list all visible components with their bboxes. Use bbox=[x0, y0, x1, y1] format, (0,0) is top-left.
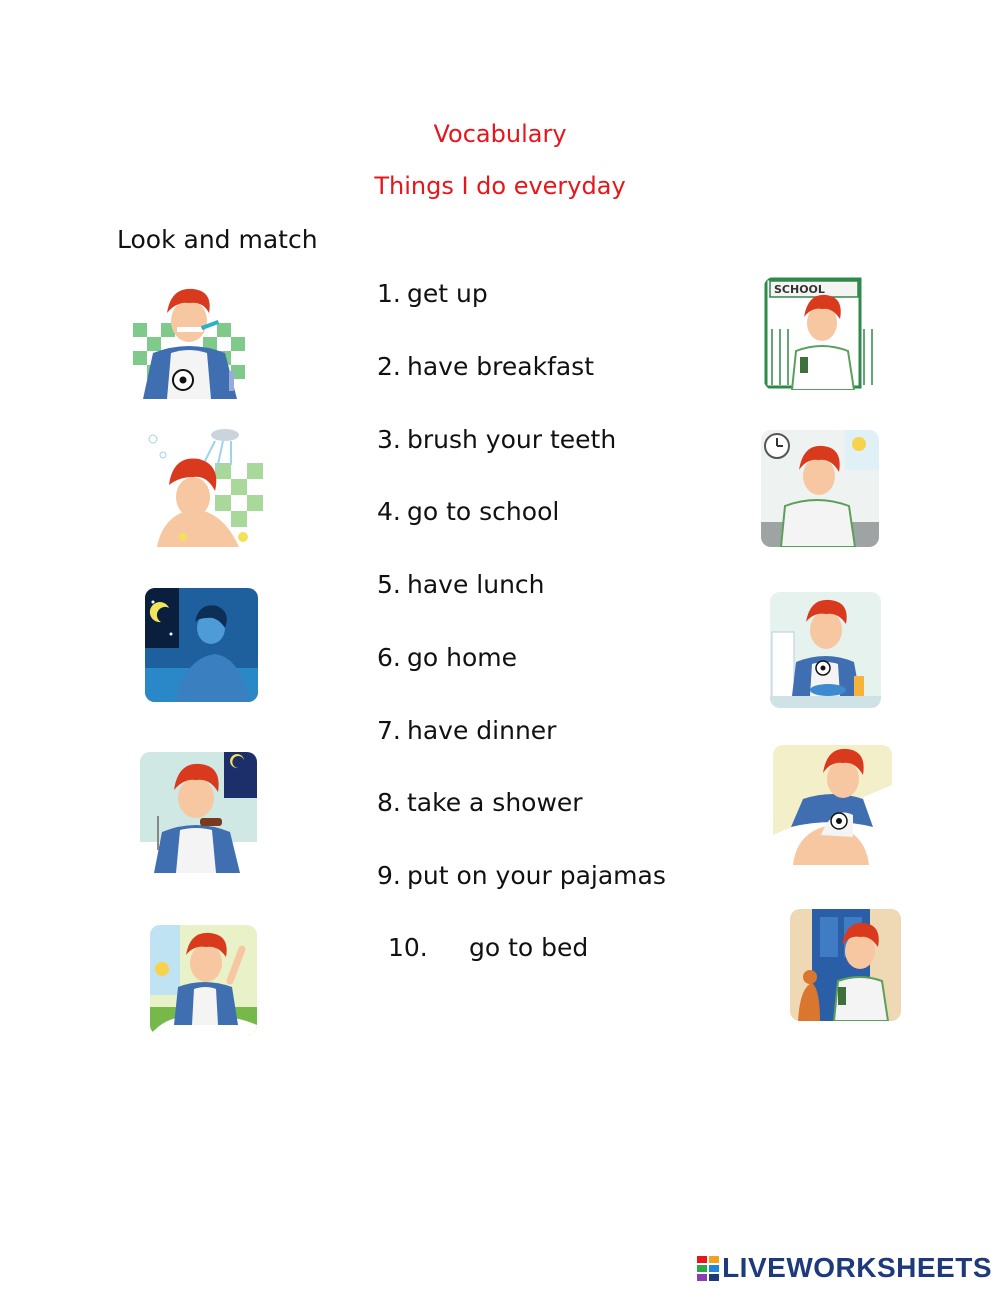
phrase-item-8: 8. take a shower bbox=[377, 788, 583, 817]
picture-take-shower bbox=[143, 425, 263, 547]
picture-get-up bbox=[150, 925, 257, 1035]
title: Vocabulary bbox=[433, 120, 567, 148]
phrase-item-5: 5. have lunch bbox=[377, 570, 545, 599]
picture-go-home bbox=[790, 909, 901, 1021]
svg-text:SCHOOL: SCHOOL bbox=[774, 283, 825, 296]
phrase-item-6: 6. go home bbox=[377, 643, 517, 672]
phrase-item-1: 1. get up bbox=[377, 279, 488, 308]
picture-have-lunch bbox=[770, 592, 881, 708]
phrase-item-7: 7. have dinner bbox=[377, 716, 557, 745]
picture-have-dinner bbox=[140, 752, 257, 873]
phrase-item-2: 2. have breakfast bbox=[377, 352, 595, 381]
phrase-item-4: 4. go to school bbox=[377, 497, 560, 526]
phrase-item-9: 9. put on your pajamas bbox=[377, 861, 666, 890]
phrase-item-10: 10. go to bed bbox=[388, 933, 589, 962]
phrase-item-3: 3. brush your teeth bbox=[377, 425, 617, 454]
brand-wordmark: LIVEWORKSHEETS bbox=[722, 1252, 992, 1283]
subtitle: Things I do everyday bbox=[374, 172, 626, 200]
liveworksheets-logo-icon bbox=[697, 1256, 721, 1282]
picture-put-on-pajamas bbox=[773, 745, 892, 865]
picture-go-to-bed bbox=[145, 588, 258, 702]
instruction: Look and match bbox=[117, 225, 318, 254]
picture-go-to-school bbox=[764, 277, 879, 390]
picture-brush-teeth bbox=[133, 283, 245, 399]
picture-have-breakfast bbox=[761, 430, 879, 547]
